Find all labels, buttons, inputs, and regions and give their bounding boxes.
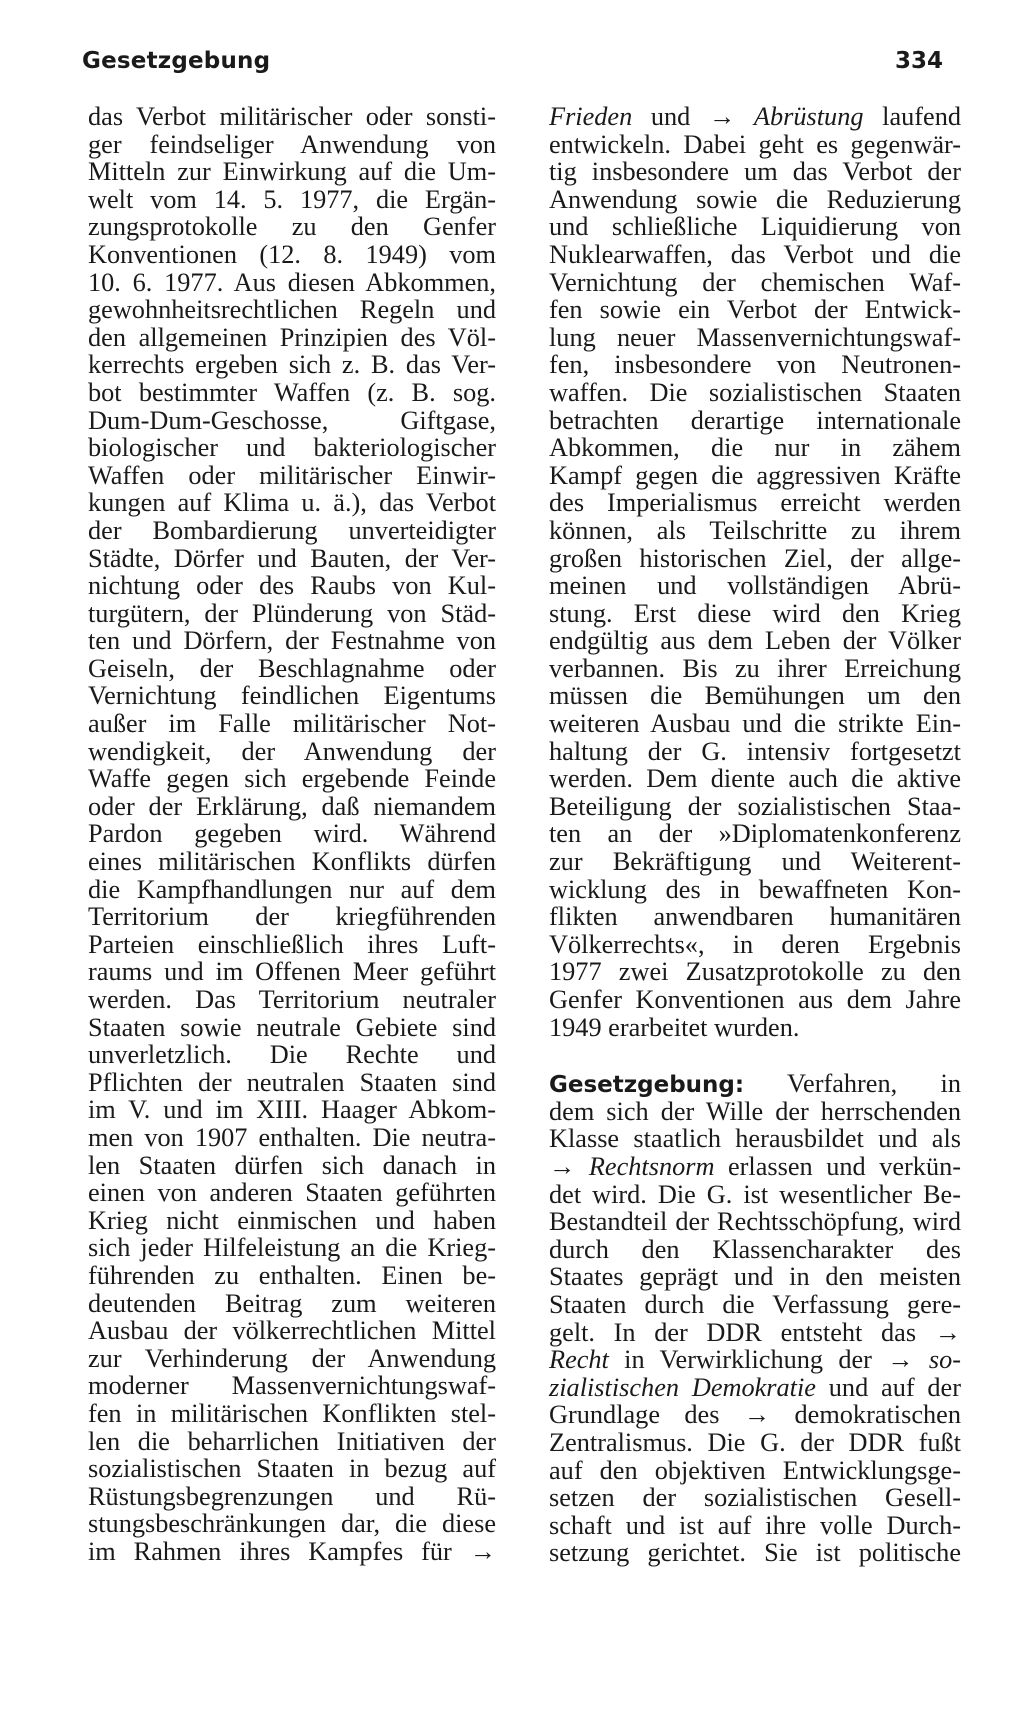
text-line: des Imperialismus erreicht werden — [549, 488, 961, 518]
text-line: und schließliche Liquidierung von — [549, 212, 961, 242]
text-line: Pflichten der neutralen Staaten sind — [88, 1067, 496, 1097]
text-fragment: in Verwirklichung der → — [608, 1345, 929, 1375]
text-line: Städte, Dörfer und Bauten, der Ver- — [88, 543, 496, 573]
text-line: stungsbeschränkungen dar, die diese — [88, 1509, 496, 1539]
text-line: 1949 erarbeitet wurden. — [549, 1012, 800, 1042]
cross-ref-sozialistische-demokratie[interactable]: zialistischen Demokratie — [549, 1372, 816, 1402]
text-line — [549, 1153, 961, 1181]
text-line: zur Verhinderung der Anwendung — [88, 1343, 496, 1373]
text-line: im Rahmen ihres Kampfes für → — [88, 1536, 496, 1566]
text-line: Völkerrechts«, in deren Ergebnis — [549, 929, 961, 959]
paragraph-gap — [549, 1041, 961, 1070]
text-line: Nuklearwaffen, das Verbot und die — [549, 239, 961, 269]
text-fragment: und auf der — [815, 1372, 961, 1402]
text-line: Zentralismus. Die G. der DDR fußt — [549, 1427, 961, 1457]
text-line: das Verbot militärischer oder sonsti- — [88, 102, 496, 131]
text-line: Territorium der kriegführenden — [88, 902, 496, 932]
text-line: verbannen. Bis zu ihrer Erreichung — [549, 653, 961, 683]
text-line: men von 1907 enthalten. Die neutra- — [88, 1122, 496, 1152]
text-line: det wird. Die G. ist wesentlicher Be- — [549, 1179, 961, 1209]
text-line: führenden zu enthalten. Einen be- — [88, 1260, 496, 1290]
cross-ref-recht[interactable]: Recht — [549, 1345, 609, 1375]
text-line: moderner Massenvernichtungswaf- — [88, 1371, 496, 1401]
text-line: endgültig aus dem Leben der Völker — [549, 626, 961, 656]
text-line: kungen auf Klima u. ä.), das Verbot — [88, 488, 496, 518]
text-line: haltung der G. intensiv fortgesetzt — [549, 736, 961, 766]
text-line: zur Bekräftigung und Weiterent- — [549, 847, 961, 877]
text-fragment: erlassen und verkün- — [714, 1151, 961, 1181]
cross-ref-sozialistische-demokratie[interactable]: so- — [928, 1345, 961, 1375]
entry-lines — [549, 1401, 961, 1567]
text-line: Pardon gegeben wird. Während — [88, 819, 496, 849]
text-line: setzung gerichtet. Sie ist politische — [549, 1538, 961, 1568]
text-line: fen, insbesondere von Neutronen- — [549, 350, 961, 380]
text-line: wendigkeit, der Anwendung der — [88, 736, 496, 766]
text-line: sozialistischen Staaten in bezug auf — [88, 1454, 496, 1484]
text-line: Dum-Dum-Geschosse, Giftgase, — [88, 405, 496, 435]
text-line: stung. Erst diese wird den Krieg — [549, 598, 961, 628]
text-line: Anwendung sowie die Reduzierung — [549, 184, 961, 214]
text-line — [549, 103, 961, 131]
right-column — [549, 103, 961, 1567]
text-line: flikten anwendbaren humanitären — [549, 902, 961, 932]
cross-ref-frieden[interactable]: Frieden — [549, 102, 633, 131]
text-line: turgütern, der Plünderung von Städ- — [88, 598, 496, 628]
text-line: ger feindseliger Anwendung von — [88, 129, 496, 159]
text-line: Kampf gegen die aggressiven Kräfte — [549, 460, 961, 490]
text-line: Waffe gegen sich ergebende Feinde — [88, 764, 496, 794]
text-line: Konventionen (12. 8. 1949) vom — [88, 239, 496, 269]
text-line: der Bombardierung unverteidigter — [88, 515, 496, 545]
text-line: einen von anderen Staaten geführten — [88, 1178, 496, 1208]
text-line: auf den objektiven Entwicklungsge- — [549, 1455, 961, 1485]
left-column — [88, 103, 496, 1565]
text-line: Beteiligung der sozialistischen Staa- — [549, 791, 961, 821]
text-line: waffen. Die sozialistischen Staaten — [549, 377, 961, 407]
text-line: werden. Das Territorium neutraler — [88, 985, 496, 1014]
text-line: welt vom 14. 5. 1977, die Ergän- — [88, 184, 496, 214]
text-line: Bestandteil der Rechtsschöpfung, wird — [549, 1207, 961, 1237]
text-line: können, als Teilschritte zu ihrem — [549, 515, 961, 545]
paragraph-continuation — [549, 131, 961, 1014]
text-line: Klasse staatlich herausbildet und als — [549, 1124, 961, 1154]
text-line: Parteien einschließlich ihres Luft- — [88, 929, 496, 959]
entry-lines — [549, 1208, 961, 1318]
text-line: gelt. In der DDR entsteht das → — [549, 1317, 961, 1347]
text-line: lung neuer Massenvernichtungswaf- — [549, 322, 961, 352]
entry-lines — [549, 1098, 961, 1153]
text-line: Ausbau der völkerrechtlichen Mittel — [88, 1316, 496, 1346]
text-line: sich jeder Hilfeleistung an die Krieg- — [88, 1233, 496, 1263]
text-line: dem sich der Wille der herrschenden — [549, 1096, 961, 1126]
text-line: raums und im Offenen Meer geführt — [88, 957, 496, 987]
text-line: 1977 zwei Zusatzprotokolle zu den — [549, 957, 961, 987]
text-fragment: Verfahren, in — [744, 1069, 961, 1099]
text-fragment: laufend — [863, 102, 961, 131]
entry-term: Gesetzgebung: — [549, 1072, 745, 1099]
text-line: Vernichtung feindlichen Eigentums — [88, 681, 496, 711]
text-line: durch den Klassencharakter des — [549, 1234, 961, 1264]
text-line: tig insbesondere um das Verbot der — [549, 157, 961, 187]
text-line: weiteren Ausbau und die strikte Ein- — [549, 709, 961, 739]
text-line: betrachten derartige internationale — [549, 405, 961, 435]
text-line: müssen die Bemühungen um den — [549, 681, 961, 711]
text-line: Abkommen, die nur in zähem — [549, 433, 961, 463]
page-number: 334 — [895, 48, 944, 74]
text-line: Mitteln zur Einwirkung auf die Um- — [88, 157, 496, 187]
entry-first-line — [549, 1070, 961, 1098]
text-line: schaft und ist auf ihre volle Durch- — [549, 1510, 961, 1540]
text-line: ten und Dörfern, der Festnahme von — [88, 626, 496, 656]
text-line: bot bestimmter Waffen (z. B. sog. — [88, 377, 496, 407]
text-line: len Staaten dürfen sich danach in — [88, 1150, 496, 1180]
text-line: gewohnheitsrechtlichen Regeln und — [88, 295, 496, 325]
text-line: Geiseln, der Beschlagnahme oder — [88, 653, 496, 683]
text-line: Staaten sowie neutrale Gebiete sind — [88, 1012, 496, 1042]
text-line: Staates geprägt und in den meisten — [549, 1262, 961, 1292]
text-line: len die beharrlichen Initiativen der — [88, 1426, 496, 1456]
text-line: unverletzlich. Die Rechte und — [88, 1040, 496, 1070]
text-line: den allgemeinen Prinzipien des Völ- — [88, 322, 496, 352]
text-line: Rüstungsbegrenzungen und Rü- — [88, 1481, 496, 1511]
text-line: Genfer Konventionen aus dem Jahre — [549, 985, 961, 1014]
text-line: im V. und im XIII. Haager Abkom- — [88, 1095, 496, 1125]
text-line: kerrechts ergeben sich z. B. das Ver- — [88, 350, 496, 380]
text-line: meinen und vollständigen Abrü- — [549, 571, 961, 601]
text-fragment: und → — [632, 102, 754, 131]
text-line: die Kampfhandlungen nur auf dem — [88, 874, 496, 904]
text-line: deutenden Beitrag zum weiteren — [88, 1288, 496, 1318]
text-line: Waffen oder militärischer Einwir- — [88, 460, 496, 490]
text-line: entwickeln. Dabei geht es gegenwär- — [549, 129, 961, 159]
text-line: werden. Dem diente auch die aktive — [549, 764, 961, 794]
text-line: Staaten durch die Verfassung gere- — [549, 1289, 961, 1319]
text-line: fen in militärischen Konflikten stel- — [88, 1398, 496, 1428]
text-line — [549, 1346, 961, 1374]
cross-ref-rechtsnorm[interactable]: Rechtsnorm — [588, 1151, 715, 1181]
text-line: fen sowie ein Verbot der Entwick- — [549, 295, 961, 325]
text-line: ten an der »Diplomatenkonferenz — [549, 819, 961, 849]
text-line: Grundlage des → demokratischen — [549, 1400, 961, 1430]
text-line: setzen der sozialistischen Gesell- — [549, 1483, 961, 1513]
text-line: oder der Erklärung, daß niemandem — [88, 791, 496, 821]
text-line: nichtung oder des Raubs von Kul- — [88, 571, 496, 601]
arrow-glyph: → — [549, 1151, 589, 1181]
text-line: wicklung des in bewaffneten Kon- — [549, 874, 961, 904]
text-line: Krieg nicht einmischen und haben — [88, 1205, 496, 1235]
text-line: großen historischen Ziel, der allge- — [549, 543, 961, 573]
text-line: eines militärischen Konflikts dürfen — [88, 847, 496, 877]
text-line: 10. 6. 1977. Aus diesen Abkommen, — [88, 267, 496, 297]
text-line: zungsprotokolle zu den Genfer — [88, 212, 496, 242]
text-line: außer im Falle militärischer Not- — [88, 709, 496, 739]
text-line: biologischer und bakteriologischer — [88, 433, 496, 463]
running-head: Gesetzgebung — [82, 48, 271, 74]
cross-ref-abruestung[interactable]: Abrüstung — [753, 102, 864, 131]
text-line: Vernichtung der chemischen Waf- — [549, 267, 961, 297]
text-line — [549, 1374, 961, 1402]
